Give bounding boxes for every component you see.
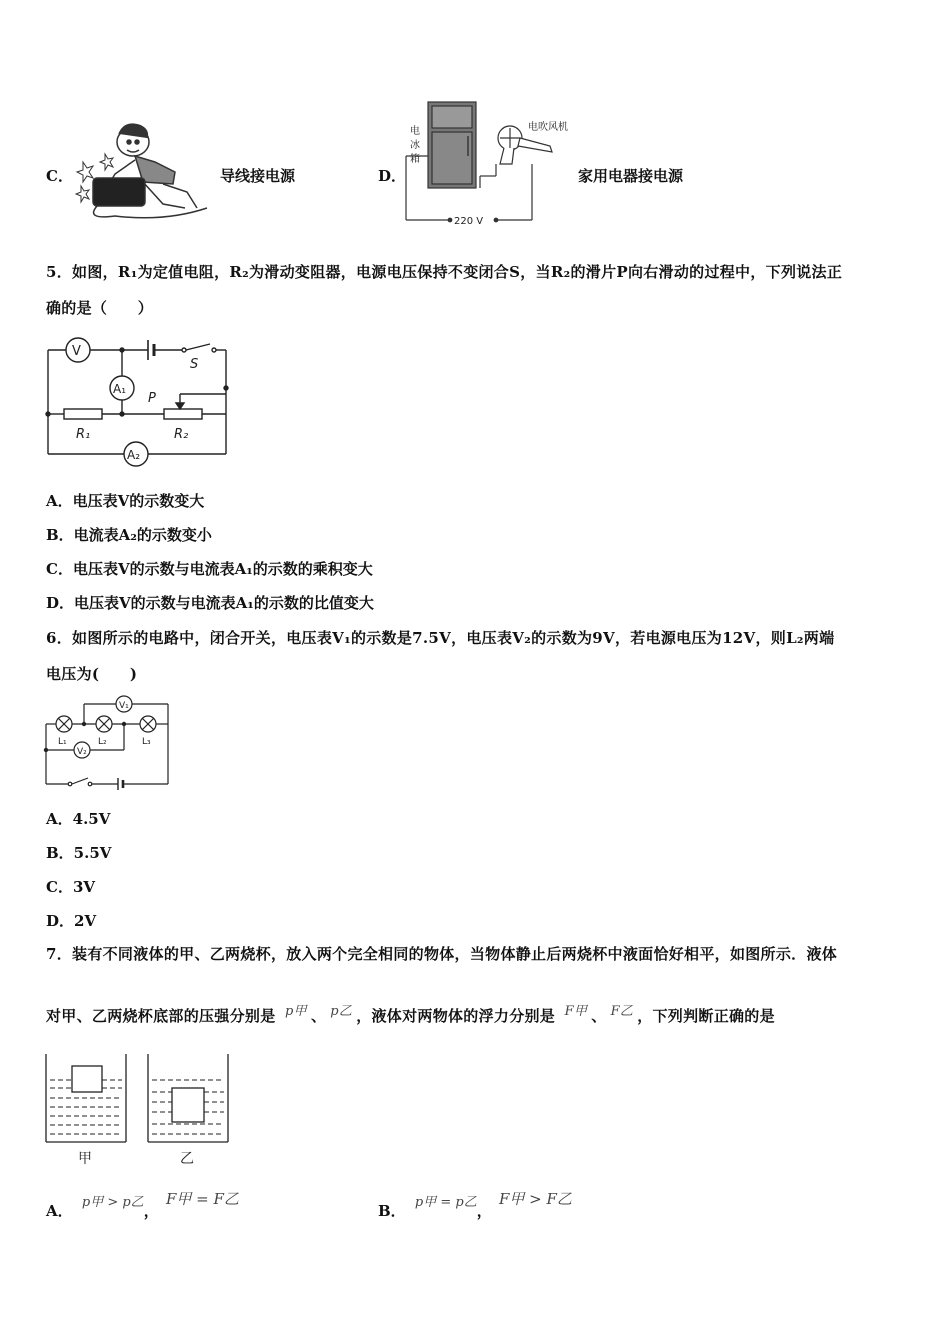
- q6-option-c[interactable]: C．3V: [46, 878, 96, 896]
- q7-option-a-f: F甲 = F乙: [165, 1190, 239, 1208]
- boy-plugging-wire-illustration: [75, 112, 215, 227]
- q7-option-b-f: F甲 > F乙: [498, 1190, 572, 1208]
- fridge-label-1: 电: [410, 126, 420, 137]
- q6-stem-line2: 电压为( ): [46, 665, 138, 683]
- q5-option-d[interactable]: D．电压表V的示数与电流表A₁的示数的比值变大: [46, 594, 374, 612]
- q5-r2-label: R₂: [174, 427, 189, 442]
- q4-option-c-caption: 导线接电源: [220, 167, 296, 185]
- q6-v2-label: V₂: [77, 747, 87, 757]
- q7-f-yi: F乙: [610, 1004, 634, 1019]
- q5-option-b[interactable]: B．电流表A₂的示数变小: [46, 526, 212, 544]
- q7-option-b-comma: ，: [476, 1202, 492, 1220]
- q5-option-a[interactable]: A．电压表V的示数变大: [46, 492, 205, 510]
- q7-beakers-diagram: [40, 1050, 240, 1170]
- q7-stem-line2-b: ，液体对两物体的浮力分别是: [356, 1007, 556, 1025]
- beaker-yi-label: 乙: [180, 1151, 194, 1167]
- q6-option-d[interactable]: D．2V: [46, 912, 97, 930]
- q7-option-b[interactable]: [378, 1190, 572, 1221]
- q5-voltmeter-label: V: [72, 344, 81, 359]
- q5-circuit-diagram: [40, 332, 235, 472]
- q7-option-b-p: p甲 = p乙: [414, 1195, 477, 1210]
- q7-p-jia: p甲: [285, 1004, 307, 1019]
- q5-stem-line2: 确的是（ ）: [46, 299, 154, 317]
- q6-option-b[interactable]: B．5.5V: [46, 844, 112, 862]
- beaker-jia-label: 甲: [78, 1151, 92, 1167]
- q7-option-a-comma: ，: [143, 1202, 159, 1220]
- q5-ammeter-a1-label: A₁: [113, 382, 127, 396]
- q7-option-a-letter: A．: [46, 1202, 73, 1220]
- fridge-label-2: 冰: [410, 140, 420, 151]
- q5-r1-label: R₁: [76, 427, 91, 442]
- q6-option-a[interactable]: A．4.5V: [46, 810, 111, 828]
- q5-stem-line1: 5．如图，R₁为定值电阻，R₂为滑动变阻器，电源电压保持不变闭合S，当R₂的滑片P向右滑动的过程中，下列说法正: [46, 263, 843, 281]
- q7-stem-line1: 7．装有不同液体的甲、乙两烧杯，放入两个完全相同的物体，当物体静止后两烧杯中液面恰好相平，如图所示．液体: [46, 945, 838, 963]
- q4-option-d-letter: D．: [378, 167, 407, 185]
- q5-option-c[interactable]: C．电压表V的示数与电流表A₁的示数的乘积变大: [46, 560, 373, 578]
- q6-l1-label: L₁: [58, 737, 67, 747]
- q4-option-d-caption: 家用电器接电源: [578, 167, 684, 185]
- q7-sep1: 、: [310, 1007, 327, 1025]
- q7-stem-line2-c: ，下列判断正确的是: [637, 1007, 775, 1025]
- q7-option-b-letter: B．: [378, 1202, 406, 1220]
- dryer-label: 电吹风机: [528, 122, 568, 133]
- fridge-and-dryer-circuit-illustration: [400, 96, 590, 228]
- q5-switch-label: S: [190, 357, 199, 372]
- q7-f-jia: F甲: [564, 1004, 588, 1019]
- q7-option-a-p: p甲 > p乙: [81, 1195, 144, 1210]
- q7-sep2: 、: [591, 1007, 607, 1025]
- q6-l3-label: L₃: [142, 737, 151, 747]
- q7-p-yi: p乙: [330, 1004, 353, 1019]
- q6-stem-line1: 6．如图所示的电路中，闭合开关，电压表V₁的示数是7.5V，电压表V₂的示数为9V，若电源电压为12V，则L₂两端: [46, 629, 835, 647]
- fridge-label-3: 箱: [410, 154, 420, 165]
- q6-circuit-diagram: [40, 692, 175, 792]
- q7-option-a[interactable]: [46, 1190, 239, 1221]
- q6-l2-label: L₂: [98, 737, 107, 747]
- q7-stem-line2: [46, 1006, 775, 1028]
- q5-ammeter-a2-label: A₂: [127, 448, 141, 462]
- voltage-label: 220 V: [454, 216, 484, 227]
- q5-slider-label: P: [148, 391, 156, 406]
- q7-stem-line2-a: 对甲、乙两烧杯底部的压强分别是: [46, 1007, 276, 1025]
- q4-option-c-letter: C．: [46, 167, 73, 185]
- q6-v1-label: V₁: [119, 701, 129, 711]
